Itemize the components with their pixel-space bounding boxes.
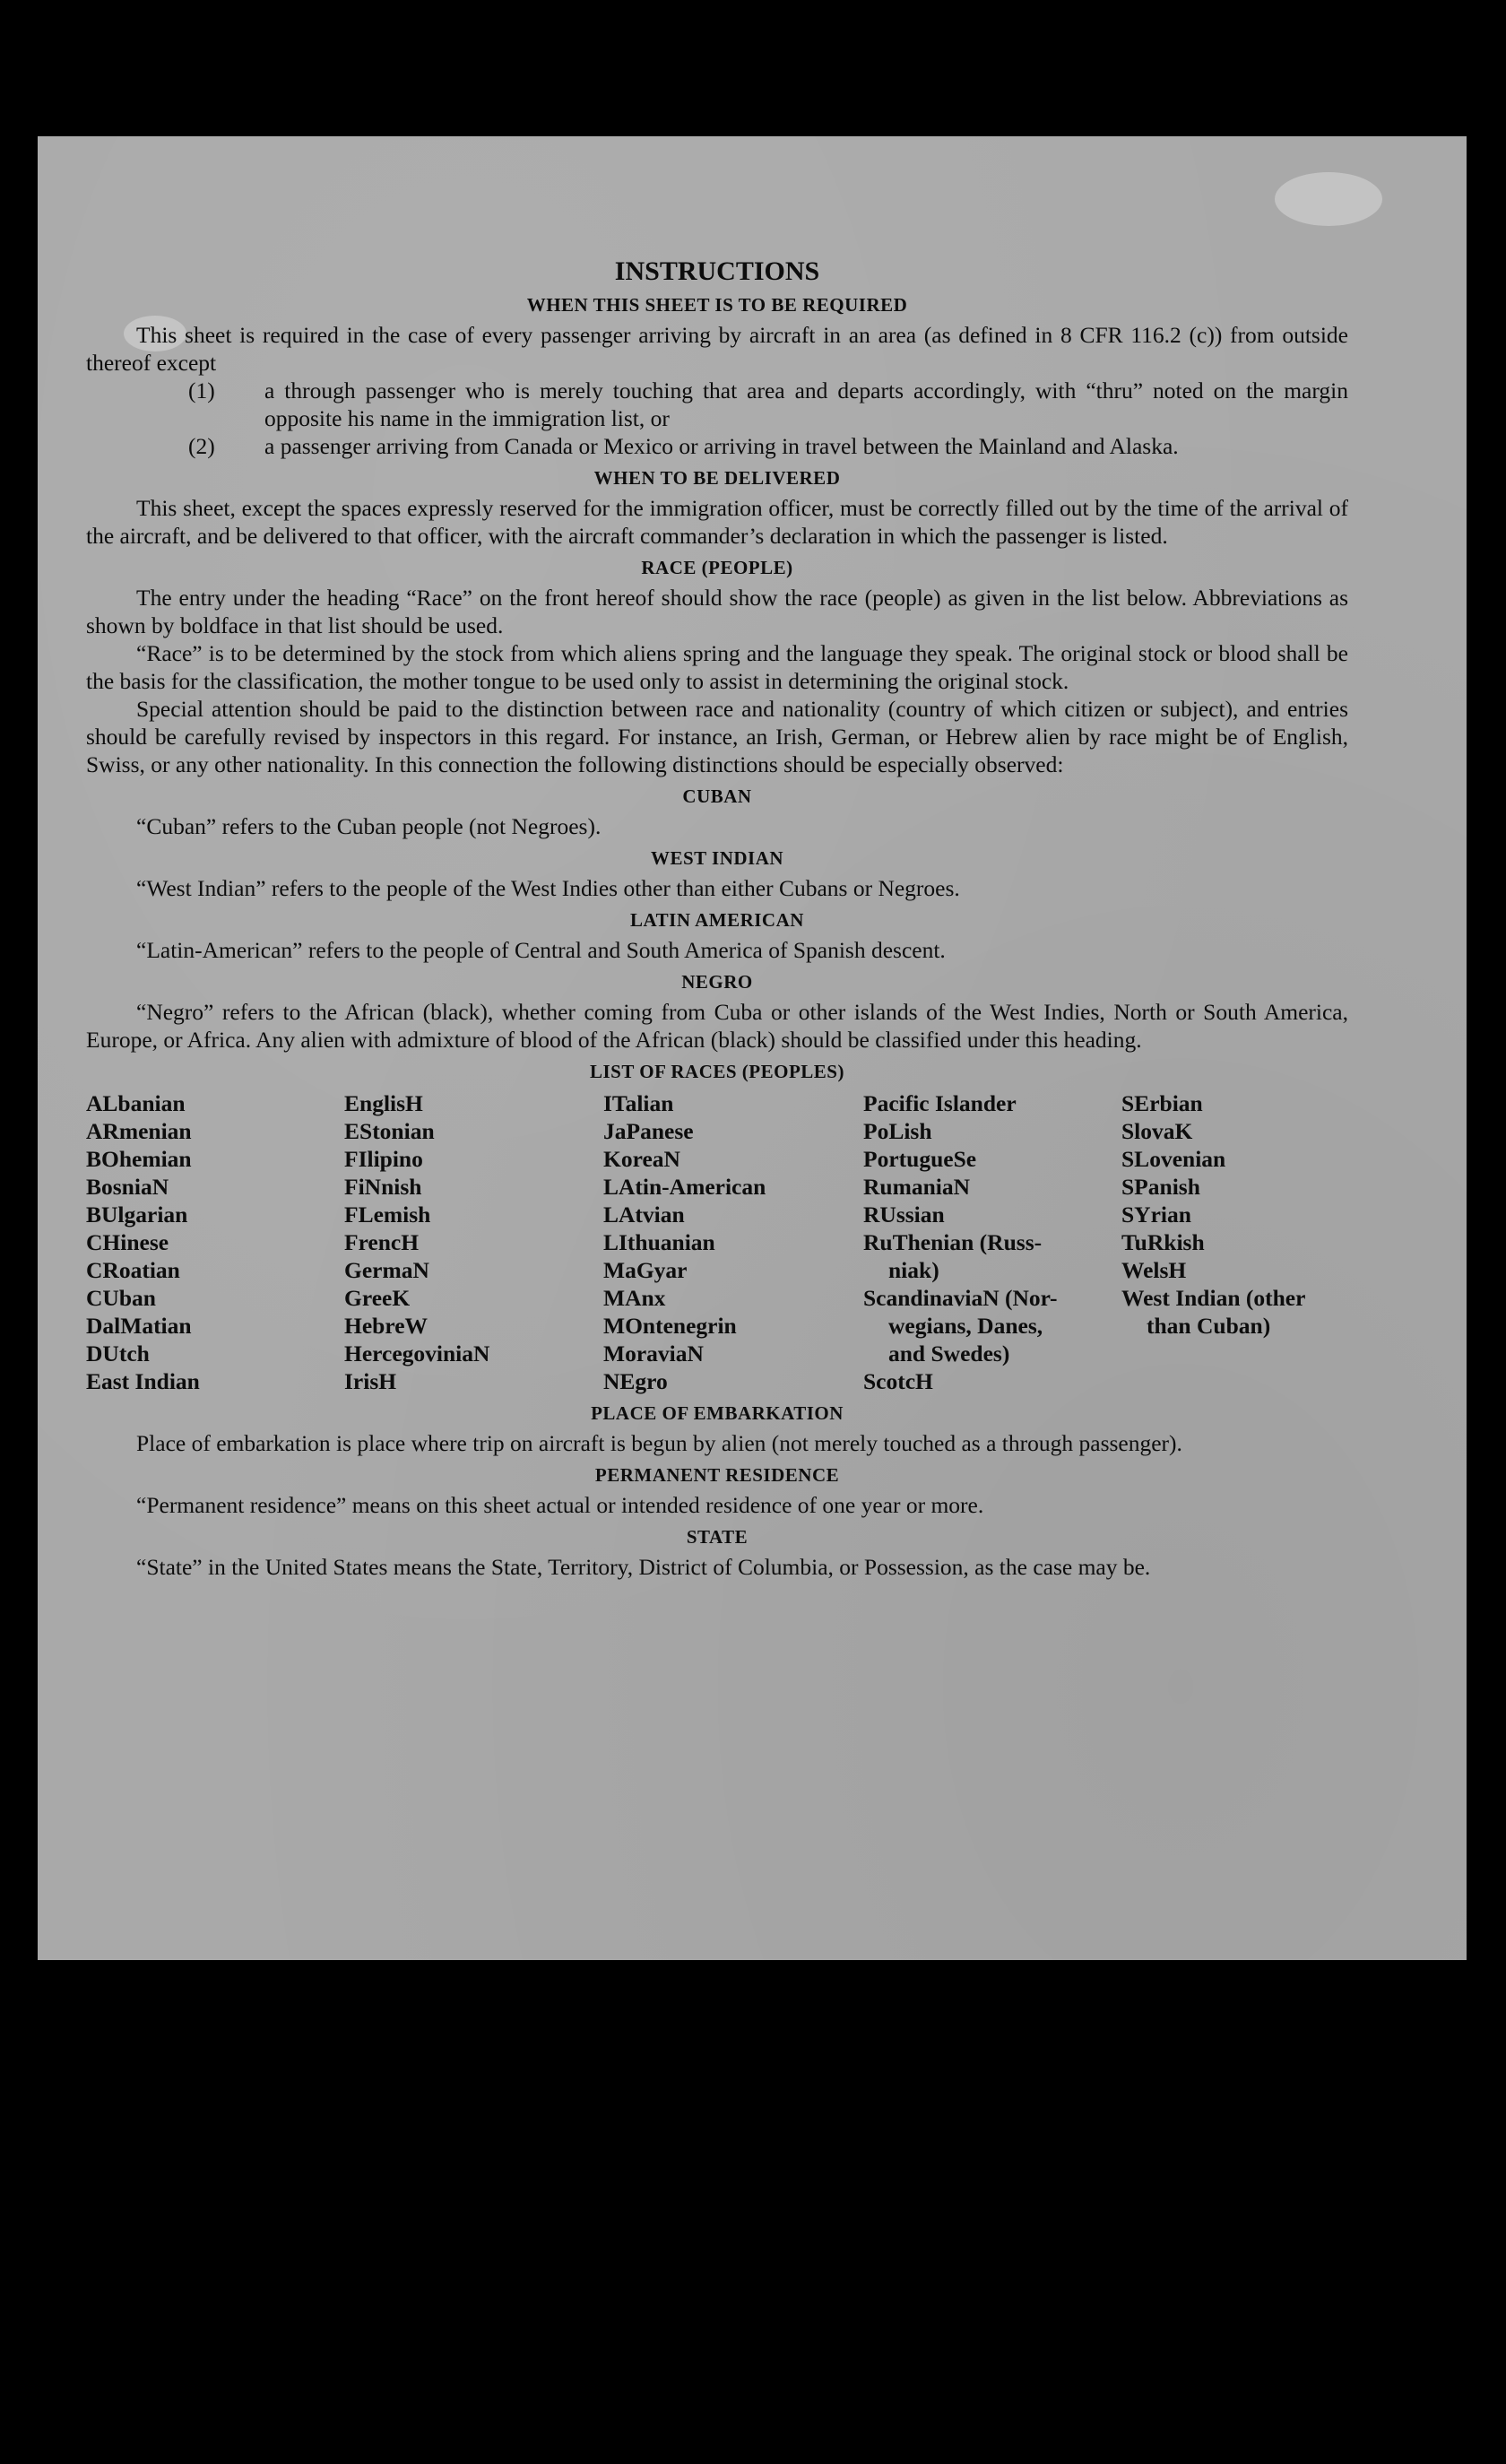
embarkation-paragraph: Place of embarkation is place where trip on aircraft is begun by alien (not merely touched as a through passenger).	[136, 1430, 1182, 1456]
cuban-paragraph: “Cuban” refers to the Cuban people (not Negroes).	[136, 813, 602, 839]
negro-paragraph: “Negro” refers to the African (black), whether coming from Cuba or other islands of the West Indies, North or South America, Europe, or Africa. Any alien with admixture of blood of the African (black) should be classified under this heading.	[86, 999, 1348, 1053]
section-heading-delivered: WHEN TO BE DELIVERED	[593, 467, 841, 489]
race-entry-line: West Indian (other	[1121, 1285, 1306, 1311]
section-heading-latin-american: LATIN AMERICAN	[630, 909, 804, 931]
race-entry	[863, 1284, 1121, 1367]
race-entry-line: ScotcH	[863, 1368, 933, 1394]
race-paragraph: Special attention should be paid to the distinction between race and nationality (country of which citizen or subject), and entries should be carefully revised by inspectors in this regard. For instance, an Irish, German, or Hebrew alien by race might be of English, Swiss, or any other nationality. In this connection the following distinctions should be especially observed:	[86, 696, 1348, 777]
race-entry	[863, 1228, 1121, 1284]
race-entry	[86, 1284, 344, 1312]
race-entry-line: FIlipino	[344, 1146, 423, 1172]
race-entry	[603, 1117, 863, 1145]
race-entry-line: KoreaN	[603, 1146, 680, 1172]
race-entry-line: MoraviaN	[603, 1340, 704, 1366]
race-entry	[603, 1173, 863, 1201]
latin-american-paragraph: “Latin-American” refers to the people of Central and South America of Spanish descent.	[136, 937, 946, 963]
race-entry	[344, 1089, 603, 1117]
race-entry-line: JaPanese	[603, 1118, 694, 1144]
residence-paragraph: “Permanent residence” means on this sheet actual or intended residence of one year or more.	[136, 1492, 984, 1518]
race-entry-line: RumaniaN	[863, 1174, 971, 1200]
race-entry-line: than Cuban)	[1147, 1313, 1271, 1339]
paper-smudge	[1275, 172, 1382, 226]
race-entry-line: PortugueSe	[863, 1146, 977, 1172]
instructions-content	[86, 255, 1348, 1581]
race-entry	[863, 1117, 1121, 1145]
race-entry	[603, 1089, 863, 1117]
race-entry-line: ALbanian	[86, 1090, 186, 1116]
race-entry	[344, 1145, 603, 1173]
race-entry-line: EnglisH	[344, 1090, 423, 1116]
race-entry-line: CRoatian	[86, 1257, 180, 1283]
race-column	[344, 1089, 603, 1395]
race-entry-line: SlovaK	[1121, 1118, 1193, 1144]
race-entry	[86, 1173, 344, 1201]
page-title: INSTRUCTIONS	[614, 256, 820, 286]
race-entry	[1121, 1145, 1348, 1173]
race-entry	[1121, 1256, 1348, 1284]
race-entry-line: MAnx	[603, 1285, 666, 1311]
race-entry-line: NEgro	[603, 1368, 668, 1394]
race-entry	[603, 1145, 863, 1173]
race-entry-line: MaGyar	[603, 1257, 688, 1283]
required-paragraph: This sheet is required in the case of every passenger arriving by aircraft in an area (as defined in 8 CFR 116.2 (c)) from outside thereof except	[86, 322, 1348, 376]
race-entry	[603, 1228, 863, 1256]
race-entry-line: ScandinaviaN (Nor-	[863, 1285, 1058, 1311]
race-entry-line: FrencH	[344, 1229, 420, 1255]
race-entry-line: HebreW	[344, 1313, 428, 1339]
race-list	[86, 1089, 1348, 1395]
section-heading-west-indian: WEST INDIAN	[650, 847, 784, 869]
race-entry	[344, 1173, 603, 1201]
race-entry-line: BOhemian	[86, 1146, 192, 1172]
race-entry	[603, 1312, 863, 1340]
race-paragraph: The entry under the heading “Race” on the front hereof should show the race (people) as given in the list below. Abbreviations as shown by boldface in that list should be used.	[86, 585, 1348, 638]
race-entry-line: wegians, Danes,	[888, 1313, 1043, 1339]
race-entry	[863, 1173, 1121, 1201]
exception-number: (1)	[188, 377, 215, 403]
race-entry	[344, 1228, 603, 1256]
race-entry-line: MOntenegrin	[603, 1313, 737, 1339]
race-entry	[1121, 1117, 1348, 1145]
race-entry	[344, 1284, 603, 1312]
exception-item	[86, 377, 1348, 432]
race-entry-line: RuThenian (Russ-	[863, 1229, 1043, 1255]
race-entry	[86, 1228, 344, 1256]
race-column	[603, 1089, 863, 1395]
section-heading-negro: NEGRO	[681, 971, 753, 993]
race-entry-line: ITalian	[603, 1090, 674, 1116]
race-entry-line: SLovenian	[1121, 1146, 1226, 1172]
race-entry-line: niak)	[888, 1257, 939, 1283]
race-entry-line: SPanish	[1121, 1174, 1200, 1200]
race-entry	[344, 1201, 603, 1228]
race-entry-line: DUtch	[86, 1340, 150, 1366]
race-entry-line: CHinese	[86, 1229, 169, 1255]
race-entry-line: SYrian	[1121, 1202, 1191, 1228]
race-entry-line: DalMatian	[86, 1313, 192, 1339]
section-heading-embarkation: PLACE OF EMBARKATION	[591, 1402, 844, 1424]
race-entry	[86, 1201, 344, 1228]
race-entry-line: SErbian	[1121, 1090, 1203, 1116]
race-entry-line: East Indian	[86, 1368, 200, 1394]
race-paragraph: “Race” is to be determined by the stock from which aliens spring and the language they speak. The original stock or blood shall be the basis for the classification, the mother tongue to be used only to assist in determining the original stock.	[86, 640, 1348, 694]
race-entry-line: CUban	[86, 1285, 156, 1311]
race-column	[1121, 1089, 1348, 1395]
section-heading-state: STATE	[686, 1526, 749, 1548]
race-entry	[344, 1256, 603, 1284]
race-entry-line: HercegoviniaN	[344, 1340, 490, 1366]
section-heading-required: WHEN THIS SHEET IS TO BE REQUIRED	[526, 294, 908, 316]
race-entry-line: BosniaN	[86, 1174, 169, 1200]
race-entry-line: TuRkish	[1121, 1229, 1205, 1255]
race-entry	[863, 1089, 1121, 1117]
document-sheet	[38, 136, 1467, 1960]
race-entry	[344, 1312, 603, 1340]
race-entry	[603, 1340, 863, 1367]
race-entry	[863, 1145, 1121, 1173]
race-entry-line: GermaN	[344, 1257, 429, 1283]
race-entry-line: FLemish	[344, 1202, 431, 1228]
west-indian-paragraph: “West Indian” refers to the people of the West Indies other than either Cubans or Negroes.	[136, 875, 960, 901]
race-entry-line: LIthuanian	[603, 1229, 715, 1255]
race-entry	[344, 1117, 603, 1145]
race-entry-line: GreeK	[344, 1285, 411, 1311]
race-entry	[603, 1201, 863, 1228]
race-entry	[86, 1145, 344, 1173]
race-entry	[86, 1340, 344, 1367]
race-entry-line: BUlgarian	[86, 1202, 188, 1228]
race-entry	[863, 1367, 1121, 1395]
exception-item	[86, 432, 1348, 460]
race-entry	[1121, 1089, 1348, 1117]
race-entry	[863, 1201, 1121, 1228]
race-entry-line: FiNnish	[344, 1174, 422, 1200]
race-entry	[1121, 1173, 1348, 1201]
race-entry	[1121, 1201, 1348, 1228]
race-entry-line: IrisH	[344, 1368, 397, 1394]
section-heading-race: RACE (PEOPLE)	[641, 557, 793, 578]
race-entry-line: LAtvian	[603, 1202, 685, 1228]
race-entry-line: EStonian	[344, 1118, 435, 1144]
race-entry-line: WelsH	[1121, 1257, 1187, 1283]
section-heading-list-of-races: LIST OF RACES (PEOPLES)	[590, 1061, 844, 1082]
state-paragraph: “State” in the United States means the State, Territory, District of Columbia, or Possession, as the case may be.	[136, 1554, 1151, 1580]
race-entry-line: and Swedes)	[888, 1340, 1010, 1366]
race-entry-line: RUssian	[863, 1202, 945, 1228]
race-entry	[86, 1117, 344, 1145]
race-entry	[86, 1089, 344, 1117]
race-entry	[603, 1284, 863, 1312]
race-entry	[344, 1340, 603, 1367]
race-entry-line: Pacific Islander	[863, 1090, 1017, 1116]
race-entry	[86, 1367, 344, 1395]
exception-number: (2)	[188, 433, 215, 459]
race-column	[86, 1089, 344, 1395]
race-entry-line: LAtin-American	[603, 1174, 766, 1200]
race-entry	[1121, 1228, 1348, 1256]
section-heading-cuban: CUBAN	[682, 785, 752, 807]
race-entry	[86, 1312, 344, 1340]
exception-text: a through passenger who is merely touching that area and departs accordingly, with “thru” noted on the margin opposite his name in the immigration list, or	[264, 377, 1348, 431]
race-entry	[86, 1256, 344, 1284]
race-column	[863, 1089, 1121, 1395]
race-entry	[603, 1367, 863, 1395]
delivered-paragraph: This sheet, except the spaces expressly reserved for the immigration officer, must be correctly filled out by the time of the arrival of the aircraft, and be delivered to that officer, with the aircraft commander’s declaration in which the passenger is listed.	[86, 495, 1348, 549]
race-entry	[603, 1256, 863, 1284]
exception-text: a passenger arriving from Canada or Mexico or arriving in travel between the Mainland and Alaska.	[264, 433, 1179, 459]
race-entry	[1121, 1284, 1348, 1340]
race-entry	[344, 1367, 603, 1395]
section-heading-residence: PERMANENT RESIDENCE	[594, 1464, 840, 1486]
race-entry-line: ARmenian	[86, 1118, 192, 1144]
race-entry-line: PoLish	[863, 1118, 932, 1144]
